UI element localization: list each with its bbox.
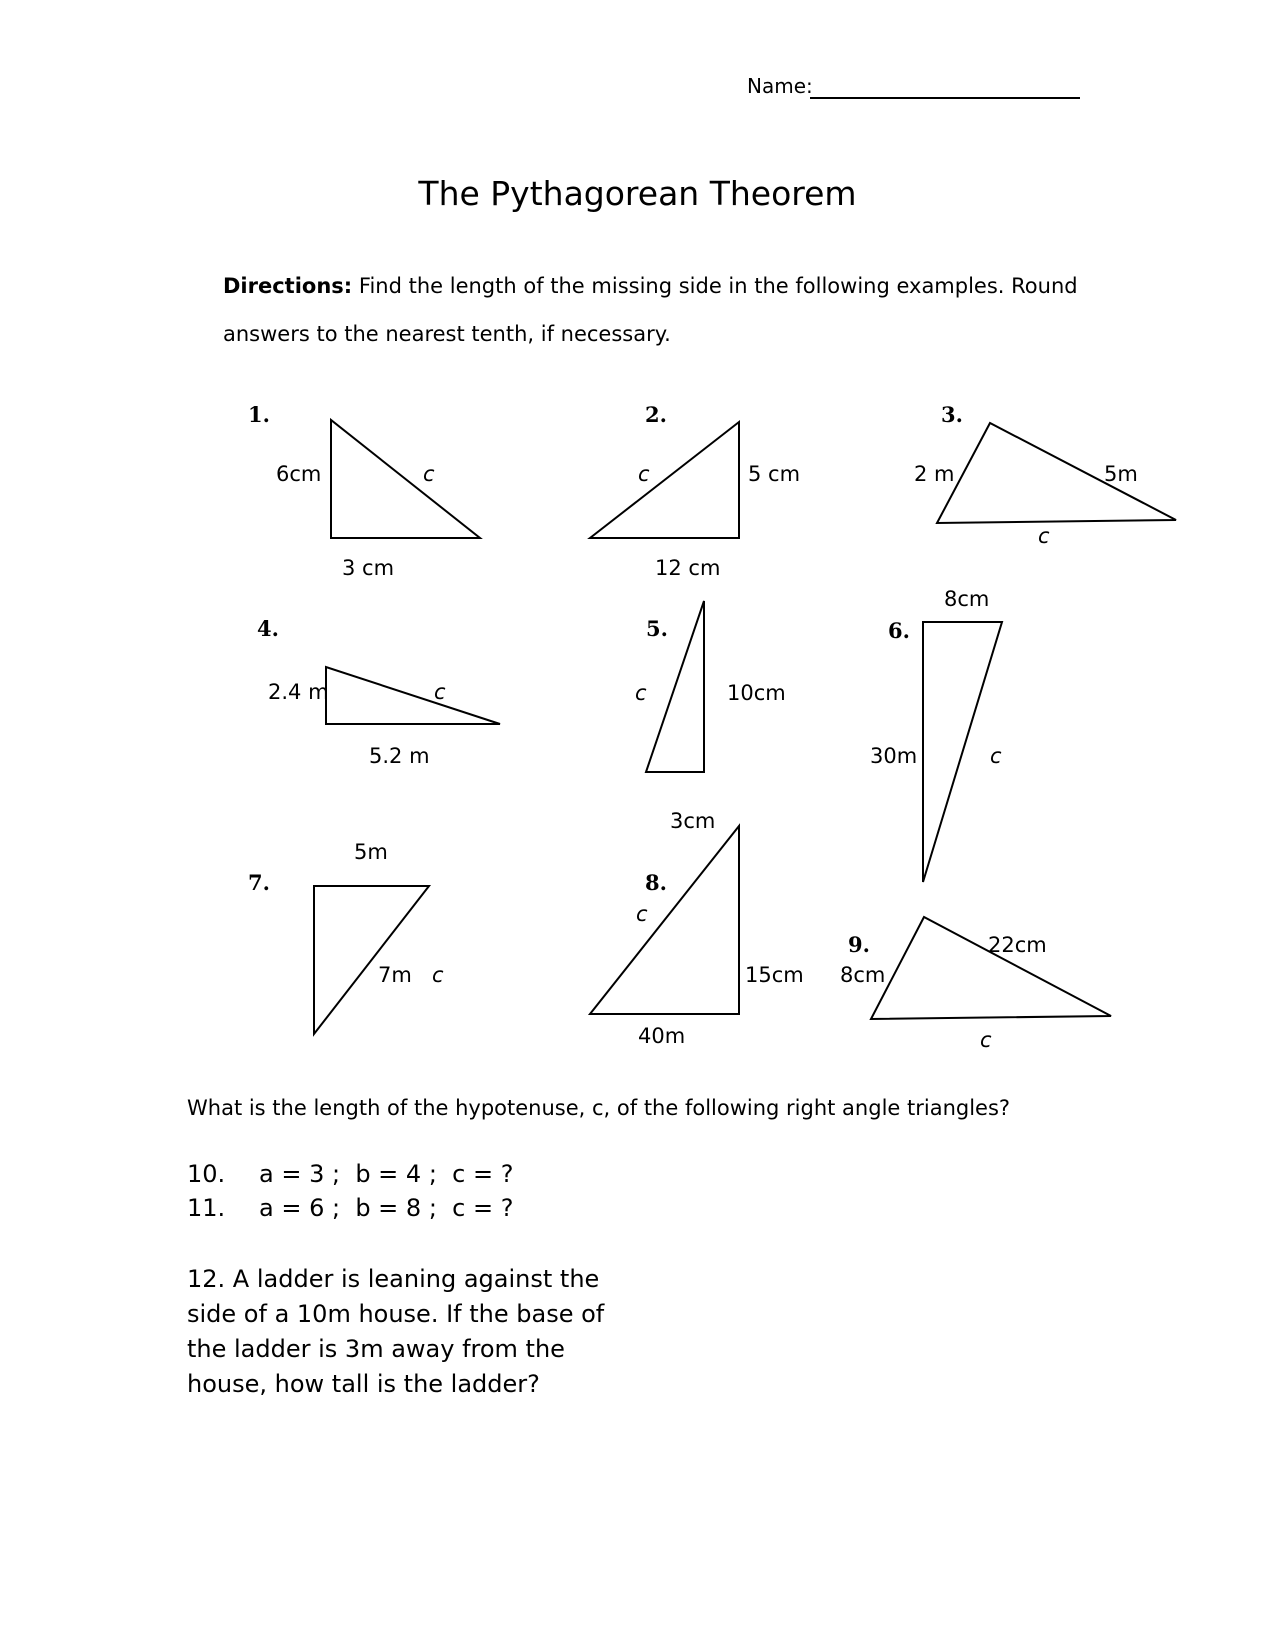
problem-number-5: 5. — [646, 616, 668, 641]
equation-text: a = 3 ; b = 4 ; c = ? — [259, 1160, 514, 1188]
label-1-side-a: 6cm — [276, 462, 322, 486]
label-3-hypotenuse: c — [1038, 524, 1050, 548]
label-6-side-b: 30m — [870, 744, 918, 768]
equation-number: 11. — [187, 1194, 226, 1222]
label-7-hypotenuse: c — [432, 963, 444, 987]
triangle-2 — [590, 422, 739, 538]
problem-number-4: 4. — [257, 616, 279, 641]
label-9-side-a: 22cm — [988, 933, 1047, 957]
label-5-hypotenuse: c — [635, 681, 647, 705]
directions-label: Directions: — [223, 274, 353, 298]
label-9-hypotenuse: c — [980, 1028, 992, 1052]
equation-row — [187, 1194, 513, 1222]
label-8-side-a: 3cm — [670, 809, 716, 833]
problem-number-1: 1. — [248, 402, 270, 427]
label-2-side-a: 5 cm — [748, 462, 801, 486]
page-title: The Pythagorean Theorem — [418, 174, 857, 213]
label-7-side-b: 7m — [378, 963, 412, 987]
label-6-hypotenuse: c — [990, 744, 1002, 768]
label-2-side-b: 12 cm — [655, 556, 721, 580]
label-3-side-a: 2 m — [914, 462, 955, 486]
label-2-hypotenuse: c — [638, 462, 650, 486]
label-7-side-a: 5m — [354, 840, 388, 864]
label-5-side-a: 10cm — [727, 681, 786, 705]
label-1-side-b: 3 cm — [342, 556, 395, 580]
label-4-hypotenuse: c — [434, 680, 446, 704]
equation-number: 10. — [187, 1160, 226, 1188]
label-1-hypotenuse: c — [423, 462, 435, 486]
label-3-side-b: 5m — [1104, 462, 1138, 486]
problem-number-3: 3. — [941, 402, 963, 427]
triangle-1 — [331, 420, 480, 538]
hypotenuse-question: What is the length of the hypotenuse, c, of the following right angle triangles? — [187, 1096, 1011, 1120]
label-9-side-b: 8cm — [840, 963, 886, 987]
directions-text: Find the length of the missing side in the following examples. Round answers to the nearest tenth, if necessary. — [223, 274, 1078, 346]
equation-row — [187, 1160, 513, 1188]
label-8-hypotenuse: c — [636, 902, 648, 926]
label-4-side-a: 2.4 m — [268, 680, 329, 704]
problem-number-2: 2. — [645, 402, 667, 427]
triangle-8 — [590, 826, 739, 1014]
label-6-side-a: 8cm — [944, 587, 990, 611]
label-8-side-b: 15cm — [745, 963, 804, 987]
equation-text: a = 6 ; b = 8 ; c = ? — [259, 1194, 514, 1222]
problem-number-9: 9. — [848, 932, 870, 957]
problem-number-6: 6. — [888, 618, 910, 643]
ladder-word-problem: 12. A ladder is leaning against the side of a 10m house. If the base of the ladder is 3m away from the house, how tall is the ladder? — [187, 1265, 605, 1398]
triangle-4 — [326, 667, 500, 724]
name-label: Name: — [747, 74, 813, 98]
problem-number-7: 7. — [248, 870, 270, 895]
triangle-3 — [937, 423, 1176, 523]
problem-number-8: 8. — [645, 870, 667, 895]
triangle-7 — [314, 886, 429, 1034]
label-8-side-c: 40m — [638, 1024, 686, 1048]
label-4-side-b: 5.2 m — [369, 744, 430, 768]
